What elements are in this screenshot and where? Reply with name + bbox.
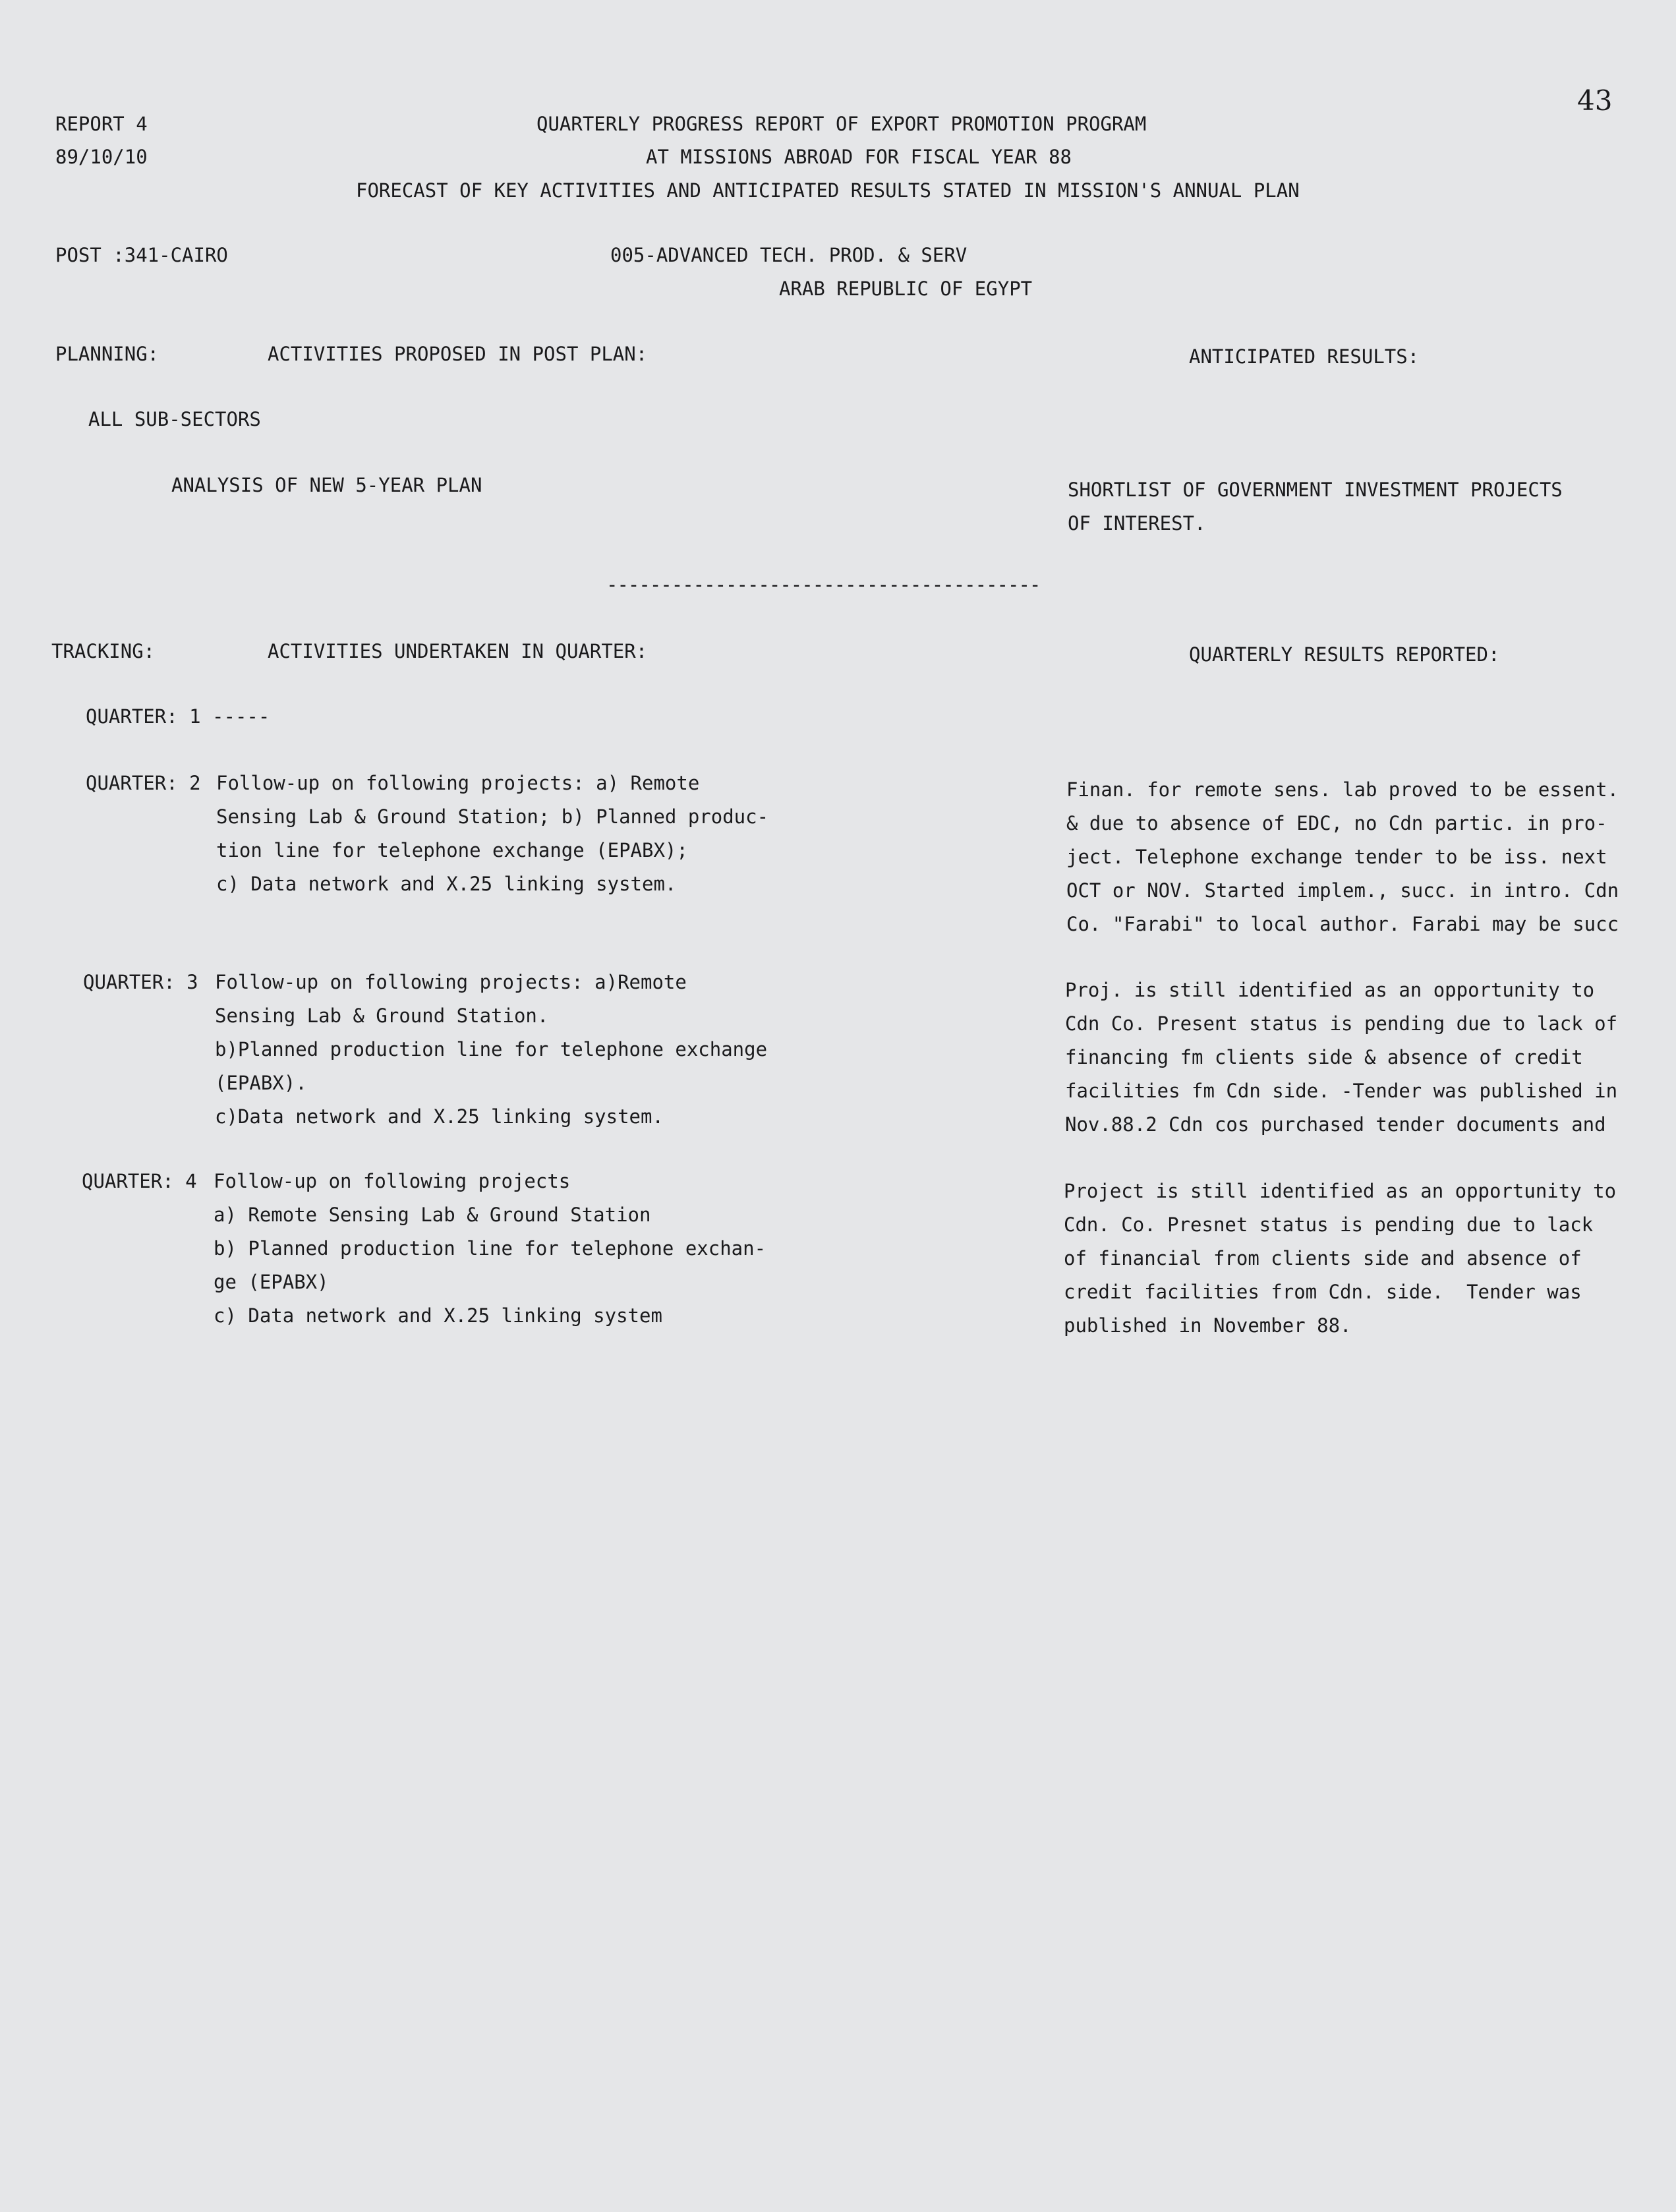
result-line: Co. "Farabi" to local author. Farabi may be succ — [1066, 913, 1619, 935]
report-title-line-1: QUARTERLY PROGRESS REPORT OF EXPORT PROMOTION PROGRAM — [536, 113, 1147, 135]
separator-line: ---------------------------------------- — [606, 573, 1041, 596]
post-label: POST :341-CAIRO — [55, 244, 228, 266]
activity-line: c)Data network and X.25 linking system. — [215, 1105, 664, 1128]
result-line: Proj. is still identified as an opportunity to — [1065, 979, 1595, 1001]
planning-activities-header: ACTIVITIES PROPOSED IN POST PLAN: — [268, 343, 648, 365]
activity-line: tion line for telephone exchange (EPABX); — [216, 839, 688, 861]
report-number: REPORT 4 — [55, 113, 148, 135]
country-label: ARAB REPUBLIC OF EGYPT — [779, 277, 1033, 300]
quarter-2-label: QUARTER: 2 — [86, 772, 201, 794]
activity-line: (EPABX). — [215, 1072, 307, 1094]
activity-line: ge (EPABX) — [214, 1271, 329, 1293]
report-date: 89/10/10 — [55, 146, 148, 168]
result-line: & due to absence of EDC, no Cdn partic. in pro- — [1066, 812, 1607, 834]
tracking-activities-header: ACTIVITIES UNDERTAKEN IN QUARTER: — [268, 640, 648, 662]
result-line: Finan. for remote sens. lab proved to be essent. — [1066, 778, 1619, 801]
planning-subsector: ALL SUB-SECTORS — [88, 408, 261, 430]
activity-line: Follow-up on following projects — [214, 1170, 571, 1192]
planning-results-header: ANTICIPATED RESULTS: — [1189, 345, 1420, 368]
result-line: Project is still identified as an opportunity to — [1064, 1180, 1617, 1202]
result-line: of financial from clients side and absence of — [1064, 1247, 1582, 1269]
quarter-3-activities — [215, 966, 767, 1134]
planning-label: PLANNING: — [55, 343, 159, 365]
quarter-4-label: QUARTER: 4 — [82, 1170, 197, 1192]
activity-line: Sensing Lab & Ground Station. — [215, 1004, 549, 1027]
result-line: published in November 88. — [1064, 1314, 1352, 1337]
result-line: financing fm clients side & absence of credit — [1065, 1046, 1583, 1068]
report-title-line-3: FORECAST OF KEY ACTIVITIES AND ANTICIPATED RESULTS STATED IN MISSION'S ANNUAL PLAN — [356, 179, 1300, 202]
sector-label: 005-ADVANCED TECH. PROD. & SERV — [610, 244, 968, 266]
quarter-2-results — [1066, 773, 1619, 941]
tracking-label: TRACKING: — [51, 640, 156, 662]
result-line: Nov.88.2 Cdn cos purchased tender documents and — [1065, 1113, 1606, 1136]
result-line: Cdn. Co. Presnet status is pending due to lack — [1064, 1213, 1594, 1236]
quarter-4-results — [1064, 1175, 1616, 1343]
quarter-3-label: QUARTER: 3 — [83, 971, 198, 993]
planning-result-line: OF INTEREST. — [1068, 512, 1206, 535]
activity-line: c) Data network and X.25 linking system — [214, 1304, 662, 1327]
result-line: OCT or NOV. Started implem., succ. in intro. Cdn — [1066, 879, 1619, 902]
planning-activity: ANALYSIS OF NEW 5-YEAR PLAN — [171, 474, 482, 496]
activity-line: Follow-up on following projects: a)Remote — [215, 971, 687, 993]
activity-line: c) Data network and X.25 linking system. — [216, 873, 677, 895]
report-title-line-2: AT MISSIONS ABROAD FOR FISCAL YEAR 88 — [646, 146, 1072, 168]
result-line: ject. Telephone exchange tender to be iss. next — [1066, 846, 1607, 868]
planning-result-line: SHORTLIST OF GOVERNMENT INVESTMENT PROJECTS — [1068, 479, 1563, 501]
activity-line: b)Planned production line for telephone exchange — [215, 1038, 768, 1061]
result-line: Cdn Co. Present status is pending due to lack of — [1065, 1012, 1618, 1035]
activity-line: Sensing Lab & Ground Station; b) Planned produc- — [216, 805, 769, 828]
activity-line: b) Planned production line for telephone exchan- — [214, 1237, 766, 1260]
quarter-4-activities — [214, 1165, 766, 1333]
planning-result — [1068, 473, 1563, 540]
activity-line: a) Remote Sensing Lab & Ground Station — [214, 1204, 651, 1226]
quarter-3-results — [1065, 974, 1617, 1142]
quarter-2-activities — [216, 767, 768, 901]
result-line: facilities fm Cdn side. -Tender was published in — [1065, 1080, 1618, 1102]
tracking-results-header: QUARTERLY RESULTS REPORTED: — [1189, 643, 1500, 666]
quarter-1-entry: QUARTER: 1 ----- — [86, 705, 270, 728]
activity-line: Follow-up on following projects: a) Remote — [216, 772, 700, 794]
result-line: credit facilities from Cdn. side. Tender was — [1064, 1281, 1582, 1303]
page-number: 43 — [1577, 84, 1613, 117]
